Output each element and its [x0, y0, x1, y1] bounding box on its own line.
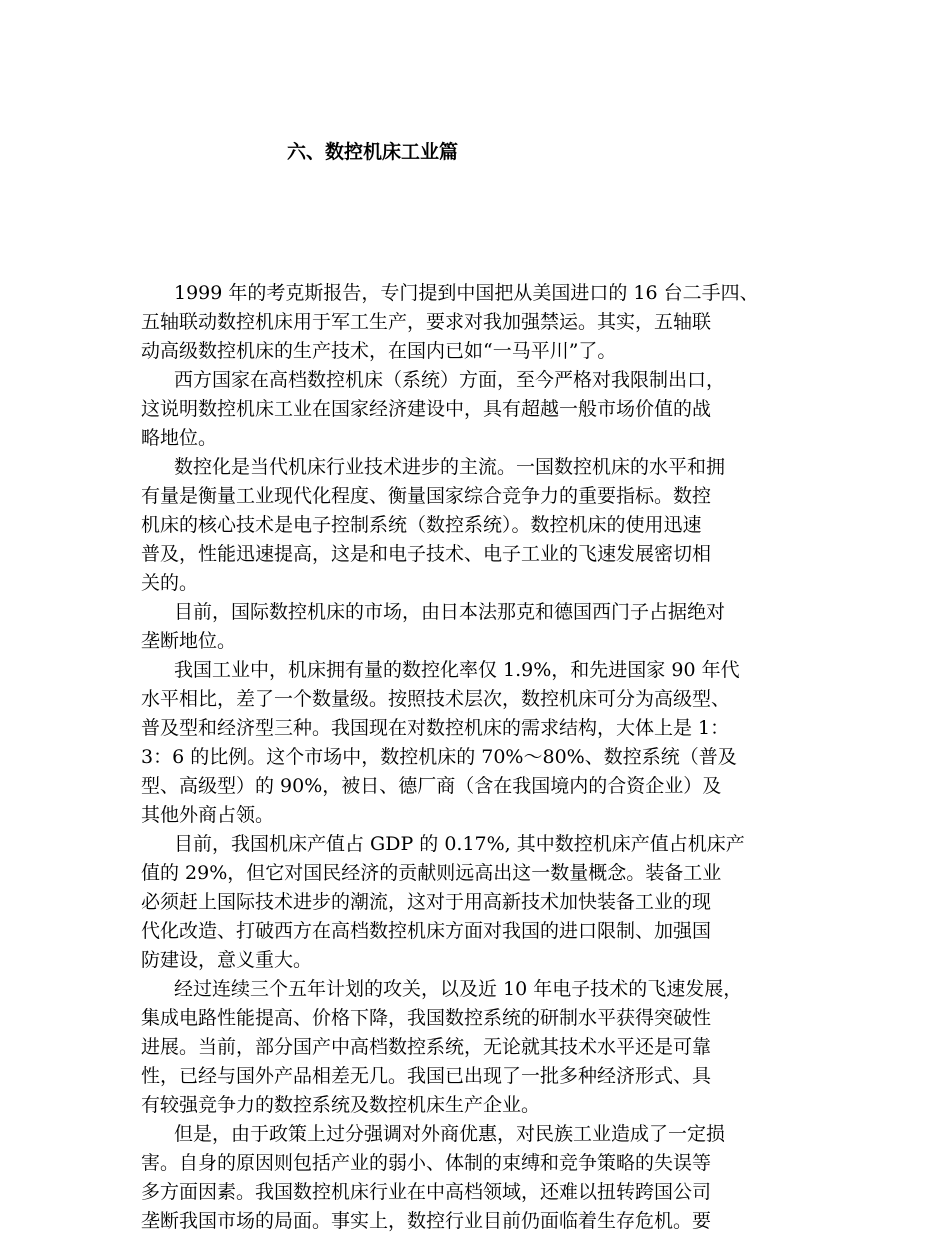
text-line: 害。自身的原因则包括产业的弱小、体制的束缚和竞争策略的失误等: [141, 1152, 712, 1174]
text-line: 略地位。: [141, 427, 218, 449]
text-line: 3：6 的比例。这个市场中，数控机床的 70%～80%、数控系统（普及: [141, 746, 737, 768]
paragraph: [141, 830, 831, 975]
paragraph: [141, 1120, 831, 1236]
text-line: 我国工业中，机床拥有量的数控化率仅 1.9%，和先进国家 90 年代: [174, 659, 740, 681]
paragraph: [141, 279, 831, 366]
text-line: 关的。: [141, 572, 199, 594]
text-line: 但是，由于政策上过分强调对外商优惠，对民族工业造成了一定损: [174, 1123, 726, 1145]
text-line: 代化改造、打破西方在高档数控机床方面对我国的进口限制、加强国: [141, 920, 712, 942]
paragraph: [141, 598, 831, 656]
text-line: 动高级数控机床的生产技术，在国内已如“一马平川”了。: [141, 340, 617, 362]
text-line: 垄断我国市场的局面。事实上，数控行业目前仍面临着生存危机。要: [141, 1210, 712, 1232]
body-text: [141, 279, 831, 1236]
text-line: 普及，性能迅速提高，这是和电子技术、电子工业的飞速发展密切相: [141, 543, 712, 565]
text-line: 水平相比，差了一个数量级。按照技术层次，数控机床可分为高级型、: [141, 688, 731, 710]
paragraph: [141, 656, 831, 830]
page-title: 六、数控机床工业篇: [287, 141, 459, 163]
text-line: 集成电路性能提高、价格下降，我国数控系统的研制水平获得突破性: [141, 1007, 712, 1029]
text-line: 值的 29%，但它对国民经济的贡献则远高出这一数量概念。装备工业: [141, 862, 722, 884]
text-line: 五轴联动数控机床用于军工生产，要求对我加强禁运。其实，五轴联: [141, 311, 712, 333]
text-line: 性，已经与国外产品相差无几。我国已出现了一批多种经济形式、具: [141, 1065, 712, 1087]
paragraph: [141, 366, 831, 453]
text-line: 有较强竞争力的数控系统及数控机床生产企业。: [141, 1094, 541, 1116]
text-line: 多方面因素。我国数控机床行业在中高档领域，还难以扭转跨国公司: [141, 1181, 712, 1203]
text-line: 进展。当前，部分国产中高档数控系统，无论就其技术水平还是可靠: [141, 1036, 712, 1058]
text-line: 有量是衡量工业现代化程度、衡量国家综合竞争力的重要指标。数控: [141, 485, 712, 507]
text-line: 机床的核心技术是电子控制系统（数控系统）。数控机床的使用迅速: [141, 514, 702, 536]
text-line: 数控化是当代机床行业技术进步的主流。一国数控机床的水平和拥: [174, 456, 726, 478]
text-line: 1999 年的考克斯报告，专门提到中国把从美国进口的 16 台二手四、: [174, 282, 759, 304]
text-line: 目前，我国机床产值占 GDP 的 0.17%, 其中数控机床产值占机床产: [174, 833, 745, 855]
paragraph: [141, 975, 831, 1120]
text-line: 防建设，意义重大。: [141, 949, 313, 971]
paragraph: [141, 453, 831, 598]
text-line: 西方国家在高档数控机床（系统）方面，至今严格对我限制出口，: [174, 369, 726, 391]
text-line: 必须赶上国际技术进步的潮流，这对于用高新技术加快装备工业的现: [141, 891, 712, 913]
text-line: 这说明数控机床工业在国家经济建设中，具有超越一般市场价值的战: [141, 398, 712, 420]
text-line: 型、高级型）的 90%，被日、德厂商（含在我国境内的合资企业）及: [141, 775, 722, 797]
text-line: 垄断地位。: [141, 630, 237, 652]
text-line: 其他外商占领。: [141, 804, 275, 826]
text-line: 经过连续三个五年计划的攻关，以及近 10 年电子技术的飞速发展，: [174, 978, 743, 1000]
text-line: 目前，国际数控机床的市场，由日本法那克和德国西门子占据绝对: [174, 601, 726, 623]
text-line: 普及型和经济型三种。我国现在对数控机床的需求结构，大体上是 1：: [141, 717, 730, 739]
